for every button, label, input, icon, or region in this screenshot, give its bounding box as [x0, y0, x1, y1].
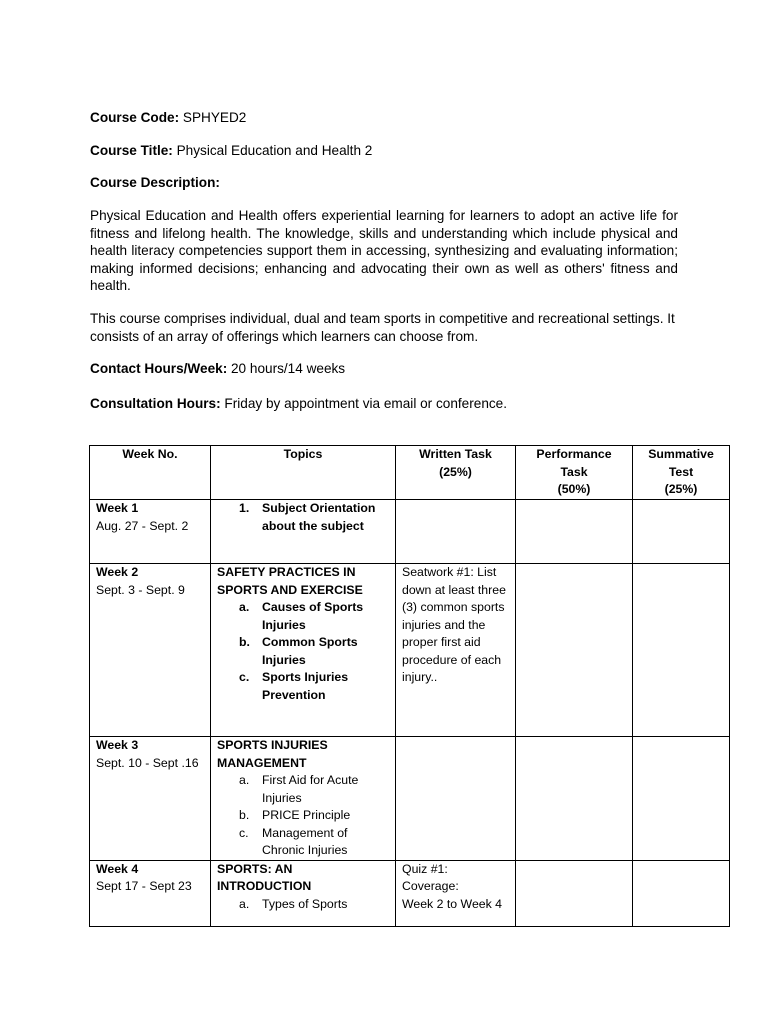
week-cell: Week 1 Aug. 27 - Sept. 2	[90, 500, 211, 564]
contact-hours-value: 20 hours/14 weeks	[227, 361, 346, 376]
topics-cell	[211, 500, 396, 564]
topics-cell: SPORTS INJURIES MANAGEMENT a. First Aid for Acute Injuries b. PRICE Principle c. Management of Chronic Injuries	[211, 737, 396, 861]
table-row	[90, 500, 730, 564]
course-title-label: Course Title:	[90, 143, 173, 158]
header-week: Week No.	[90, 446, 211, 500]
course-code-label: Course Code:	[90, 110, 180, 125]
course-title-value: Physical Education and Health 2	[172, 143, 373, 158]
table-row	[90, 737, 730, 861]
consultation-hours-label: Consultation Hours:	[90, 396, 221, 411]
table-row	[90, 860, 730, 926]
list-item: b. PRICE Principle	[239, 808, 351, 822]
summative-test-cell	[633, 737, 730, 861]
table-row	[90, 564, 730, 737]
week-cell: Week 4 Sept 17 - Sept 23	[90, 860, 211, 926]
summative-test-cell	[633, 564, 730, 737]
week-cell: Week 3 Sept. 10 - Sept .16	[90, 737, 211, 861]
course-code-value: SPHYED2	[179, 110, 247, 125]
list-item: a. Causes of Sports Injuries	[239, 600, 364, 632]
schedule-table	[89, 445, 730, 927]
description-paragraph-1: Physical Education and Health offers experiential learning for learners to adopt an active life for fitness and lifelong health. The knowledge, skills and understanding which include physical and health literacy competencies support them in accessing, synthesizing and evaluating information; making informed decisions; enhancing and advocating their own as well as others' fitness and health.	[90, 208, 678, 293]
list-item: c. Management of Chronic Injuries	[239, 825, 348, 857]
description-paragraph-2: This course comprises individual, dual and team sports in competitive and recreational settings. It consists of an array of offerings which learners can choose from.	[90, 311, 675, 344]
header-written-task: Written Task (25%)	[396, 446, 516, 500]
summative-test-cell	[633, 500, 730, 564]
list-item: c. Sports Injuries Prevention	[239, 670, 349, 702]
list-item: b. Common Sports Injuries	[239, 635, 358, 667]
performance-task-cell	[516, 860, 633, 926]
course-description-heading: Course Description:	[90, 175, 220, 190]
topics-cell: SPORTS: AN INTRODUCTION a. Types of Sports	[211, 860, 396, 926]
week-cell: Week 2 Sept. 3 - Sept. 9	[90, 564, 211, 737]
contact-hours-label: Contact Hours/Week:	[90, 361, 228, 376]
header-topics: Topics	[211, 446, 396, 500]
table-header-row	[90, 446, 730, 500]
list-item: a. Types of Sports	[239, 896, 348, 911]
performance-task-cell	[516, 737, 633, 861]
performance-task-cell	[516, 500, 633, 564]
list-item: 1. Subject Orientation about the subject	[239, 501, 376, 533]
list-item: a. First Aid for Acute Injuries	[239, 773, 359, 805]
header-summative-test: Summative Test (25%)	[633, 446, 730, 500]
written-task-cell: Quiz #1: Coverage: Week 2 to Week 4	[396, 860, 516, 926]
written-task-cell	[396, 737, 516, 861]
written-task-cell: Seatwork #1: List down at least three (3) common sports injuries and the proper first aid procedure of each injury..	[396, 564, 516, 737]
summative-test-cell	[633, 860, 730, 926]
consultation-hours-line	[90, 395, 678, 413]
written-task-cell	[396, 500, 516, 564]
consultation-hours-value: Friday by appointment via email or conference.	[220, 396, 508, 411]
header-performance-task: Performance Task (50%)	[516, 446, 633, 500]
course-code-line	[90, 109, 678, 127]
contact-hours-line	[90, 360, 678, 378]
topics-cell: SAFETY PRACTICES IN SPORTS AND EXERCISE a. Causes of Sports Injuries b. Common Sports Injuries c. Sports Injuries Prevention	[211, 564, 396, 737]
performance-task-cell	[516, 564, 633, 737]
course-title-line	[90, 142, 678, 160]
